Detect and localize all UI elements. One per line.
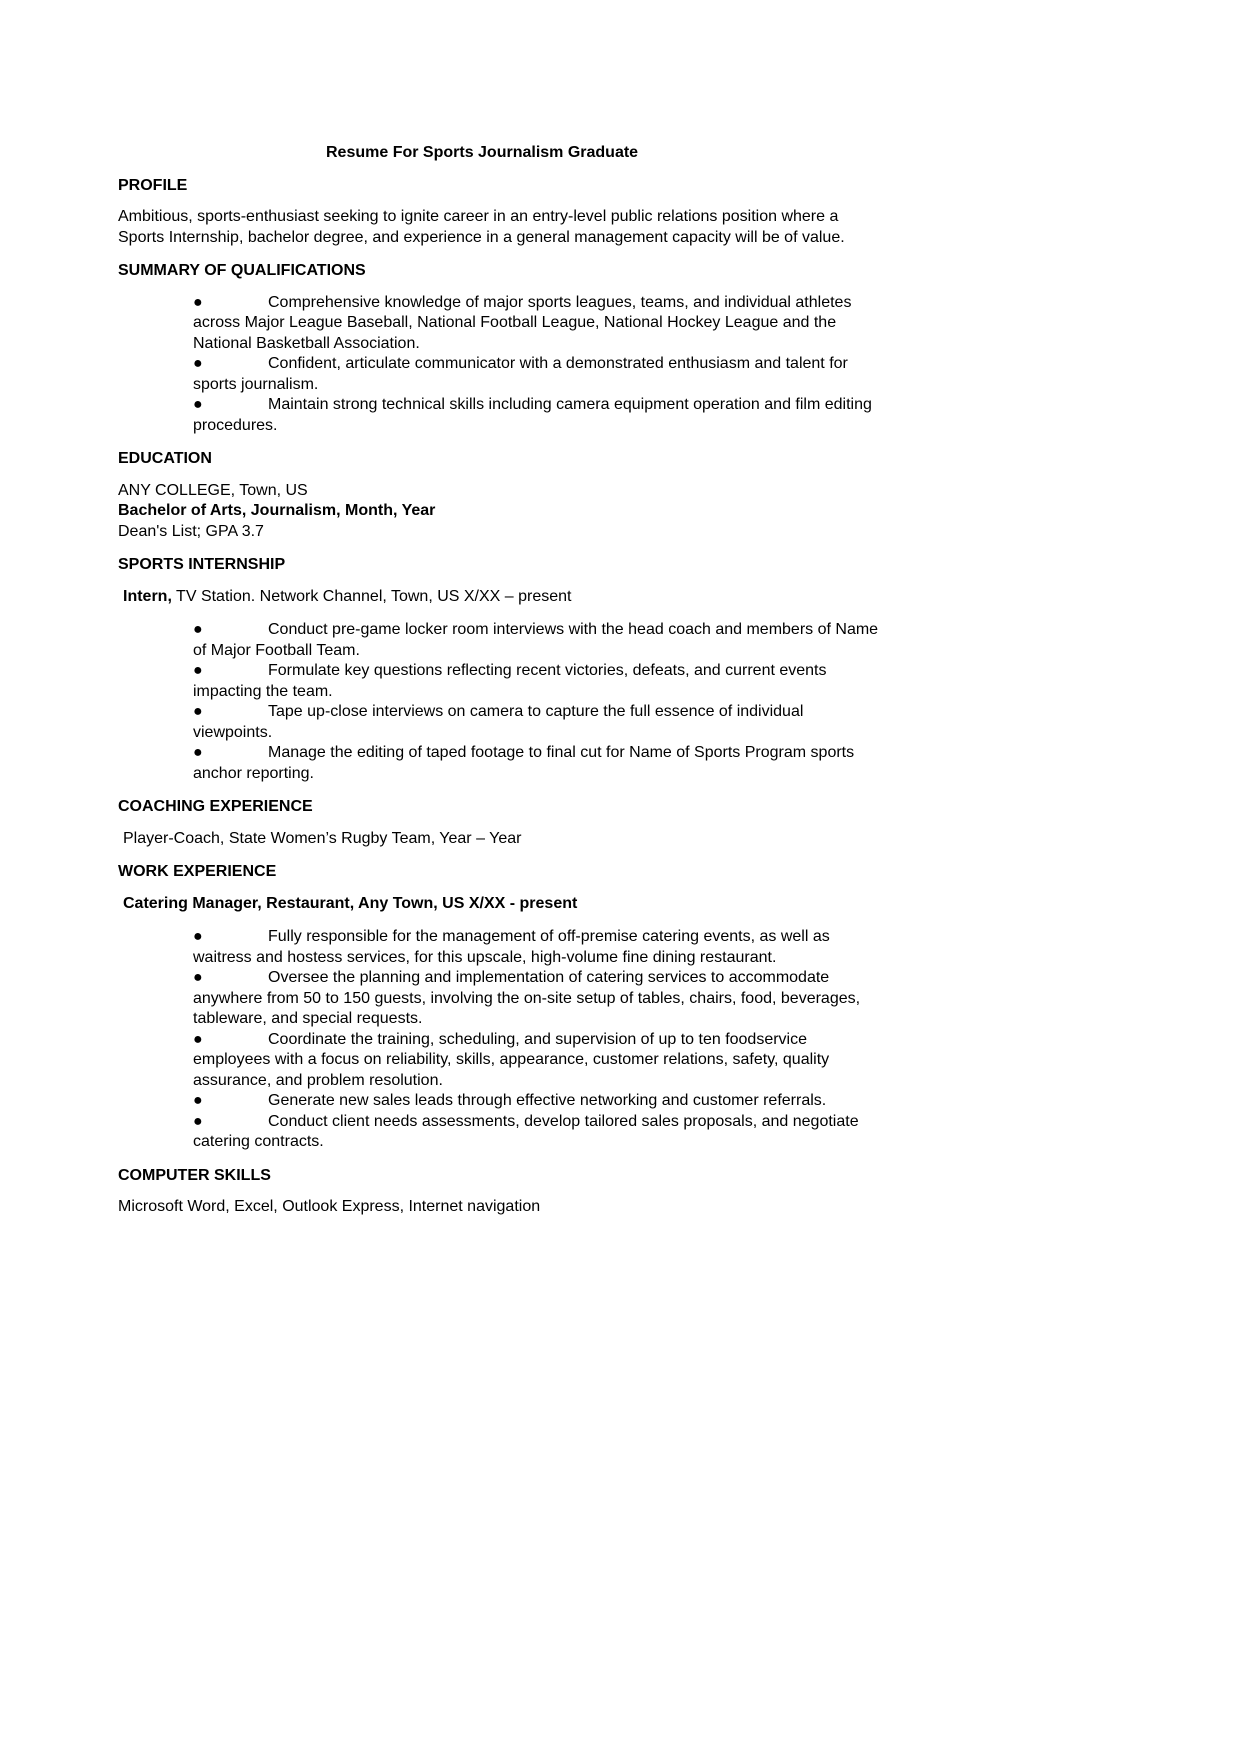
list-item-text: Conduct client needs assessments, develop tailored sales proposals, and negotiate catering contracts. bbox=[193, 1112, 859, 1150]
degree: Bachelor of Arts, Journalism, Month, Year bbox=[118, 502, 436, 519]
work-list bbox=[193, 927, 883, 1153]
bullet-icon: ● bbox=[193, 355, 203, 372]
list-item bbox=[193, 354, 883, 395]
bullet-icon: ● bbox=[193, 396, 203, 413]
work-role-line: Catering Manager, Restaurant, Any Town, US X/XX - present bbox=[123, 894, 578, 912]
bullet-icon: ● bbox=[193, 703, 203, 720]
education-heading: EDUCATION bbox=[118, 450, 212, 467]
profile-heading: PROFILE bbox=[118, 176, 188, 194]
bullet-icon: ● bbox=[193, 621, 203, 638]
list-item-text: Conduct pre-game locker room interviews with the head coach and members of Name of Major Football Team. bbox=[193, 621, 879, 659]
list-item bbox=[193, 927, 883, 968]
resume-page bbox=[118, 143, 878, 1231]
list-item bbox=[193, 620, 883, 661]
list-item-text: Comprehensive knowledge of major sports leagues, teams, and individual athletes across Major League Baseball, National Football League, National Hockey League and the National Basketball Association. bbox=[193, 293, 852, 352]
list-item-text: Oversee the planning and implementation of catering services to accommodate anywhere from 50 to 150 guests, involving the on-site setup of tables, chairs, food, beverages, tableware, and special requests. bbox=[193, 969, 861, 1027]
list-item-text: Formulate key questions reflecting recent victories, defeats, and current events impacting the team. bbox=[193, 662, 827, 700]
bullet-icon: ● bbox=[193, 293, 203, 311]
list-item bbox=[193, 395, 883, 436]
list-item bbox=[193, 743, 883, 784]
internship-details: TV Station. Network Channel, Town, US X/XX – present bbox=[171, 587, 572, 605]
profile-text: Ambitious, sports-enthusiast seeking to ignite career in an entry-level public relations position where a Sports Internship, bachelor degree, and experience in a general management capacity will be of value. bbox=[118, 208, 845, 246]
computer-skills-text: Microsoft Word, Excel, Outlook Express, Internet navigation bbox=[118, 1198, 541, 1215]
list-item bbox=[193, 1030, 883, 1092]
list-item bbox=[193, 968, 883, 1030]
education-block bbox=[118, 481, 878, 543]
qualifications-heading: SUMMARY OF QUALIFICATIONS bbox=[118, 262, 366, 279]
bullet-icon: ● bbox=[193, 928, 203, 945]
list-item-text: Coordinate the training, scheduling, and supervision of up to ten foodservice employees with a focus on reliability, skills, appearance, customer relations, safety, quality assurance, and problem resolution. bbox=[193, 1030, 830, 1089]
coaching-text: Player-Coach, State Women’s Rugby Team, Year – Year bbox=[123, 829, 522, 847]
internship-role-line bbox=[123, 587, 878, 608]
document-title: Resume For Sports Journalism Graduate bbox=[326, 144, 639, 161]
list-item bbox=[193, 702, 883, 743]
list-item bbox=[193, 661, 883, 702]
school-name: ANY COLLEGE, Town, US bbox=[118, 481, 308, 499]
list-item-text: Manage the editing of taped footage to final cut for Name of Sports Program sports anchor reporting. bbox=[193, 744, 855, 782]
honors: Dean's List; GPA 3.7 bbox=[118, 522, 264, 540]
list-item-text: Tape up-close interviews on camera to capture the full essence of individual viewpoints. bbox=[193, 703, 804, 741]
list-item-text: Generate new sales leads through effective networking and customer referrals. bbox=[268, 1092, 827, 1109]
internship-heading: SPORTS INTERNSHIP bbox=[118, 556, 286, 573]
list-item-text: Maintain strong technical skills including camera equipment operation and film editing procedures. bbox=[193, 396, 872, 434]
bullet-icon: ● bbox=[193, 1112, 203, 1130]
list-item-text: Confident, articulate communicator with a demonstrated enthusiasm and talent for sports journalism. bbox=[193, 355, 848, 393]
bullet-icon: ● bbox=[193, 969, 203, 986]
bullet-icon: ● bbox=[193, 662, 203, 679]
coaching-heading: COACHING EXPERIENCE bbox=[118, 798, 313, 815]
qualifications-list bbox=[193, 293, 883, 437]
list-item bbox=[193, 1112, 883, 1153]
list-item bbox=[193, 293, 883, 355]
work-heading: WORK EXPERIENCE bbox=[118, 863, 277, 880]
bullet-icon: ● bbox=[193, 1030, 203, 1048]
computer-skills-heading: COMPUTER SKILLS bbox=[118, 1166, 271, 1184]
bullet-icon: ● bbox=[193, 744, 203, 761]
internship-list bbox=[193, 620, 883, 784]
internship-role: Intern, bbox=[123, 587, 172, 605]
bullet-icon: ● bbox=[193, 1092, 203, 1109]
list-item bbox=[193, 1091, 883, 1112]
list-item-text: Fully responsible for the management of off-premise catering events, as well as waitress and hostess services, for this upscale, high-volume fine dining restaurant. bbox=[193, 928, 830, 966]
